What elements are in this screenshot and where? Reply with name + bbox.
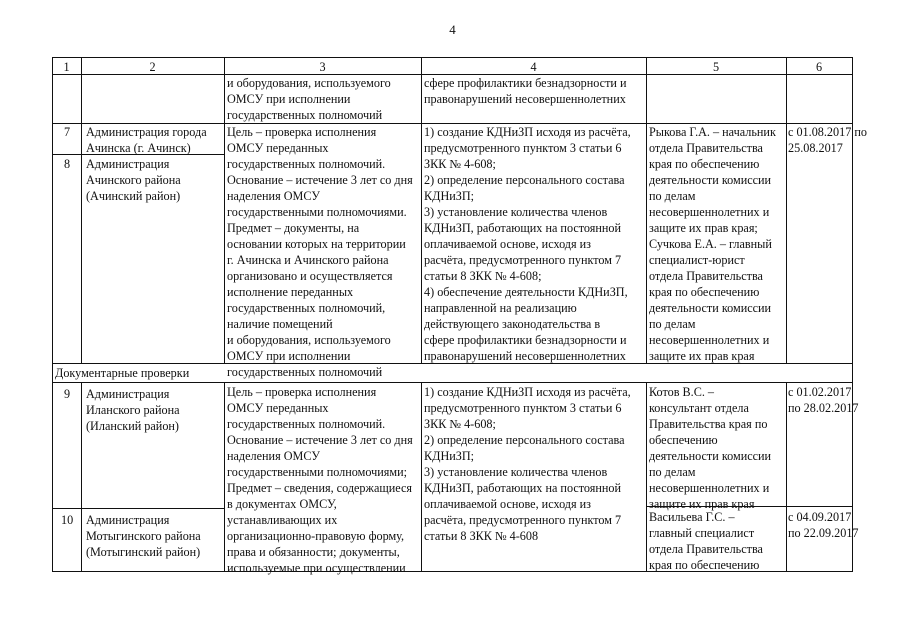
cell-inspectors: Рыкова Г.А. – начальник отдела Правительства края по обеспечению деятельности комиссии по делам несовершеннолетних и защите их прав края; Сучкова Е.А. – главный специалист-юрист отдела Правительства края по обеспечению деятельности комиссии по делам несовершеннолетних и защите их прав края [649,125,776,363]
cell-organization: Администрация города Ачинска (г. Ачинск) [86,125,207,155]
cell-organization: Администрация Мотыгинского района (Мотыгинский район) [86,513,201,559]
column-header: 2 [149,60,156,74]
rule [421,382,422,572]
rule [646,57,647,364]
row-number: 10 [61,513,74,527]
cell-period: с 04.09.2017 по 22.09.2017 [788,510,859,540]
cell-inspectors: Васильева Г.С. – главный специалист отдела Правительства края по обеспечению [649,510,763,572]
rule [786,382,787,572]
column-header: 6 [815,60,823,74]
column-header: 4 [530,60,537,74]
rule [224,57,225,364]
rule [646,382,647,572]
cell-organization: Администрация Ачинского района (Ачинский район) [86,157,181,203]
cell-tasks-continued: сфере профилактики безнадзорности и правонарушений несовершеннолетних [424,76,627,106]
inspection-table [52,57,867,575]
section-title: Документарные проверки [55,366,190,380]
cell-goal: Цель – проверка исполнения ОМСУ переданных государственных полномочий. Основание – истечение 3 лет со дня наделения ОМСУ государственными полномочиями. Предмет – документы, на основании которых на территории г. Ачинска и Ачинского района организовано и осуществляется исполнение переданных государственных полномочий, наличие помещений и оборудования, используемого ОМСУ при исполнении государственных полномочий [227,125,413,379]
cell-inspectors: Котов В.С. – консультант отдела Правительства края по обеспечению деятельности комиссии по делам несовершеннолетних и защите их прав края [649,385,772,511]
rule [52,382,853,383]
cell-tasks: 1) создание КДНиЗП исходя из расчёта, предусмотренного пунктом 3 статьи 6 ЗКК № 4-608; 2) определение персонального состава КДНиЗП; 3) установление количества членов КДНиЗП, работающих на постоянной оплачиваемой основе, исходя из расчёта, предусмотренного пунктом 7 статьи 8 ЗКК № 4-608 [424,385,631,543]
cell-goal-continued: и оборудования, используемого ОМСУ при исполнении государственных полномочий [227,76,391,122]
column-header: 3 [319,60,326,74]
rule [81,57,82,364]
rule [52,57,853,58]
rule [52,508,224,509]
row-number: 8 [64,157,71,171]
rule [421,57,422,364]
cell-period: с 01.08.2017 по 25.08.2017 [788,125,867,155]
rule [52,57,53,572]
cell-period: с 01.02.2017 по 28.02.2017 [788,385,859,415]
rule [81,382,82,572]
rule [224,382,225,572]
row-number: 9 [64,387,71,401]
row-number: 7 [64,125,71,139]
cell-organization: Администрация Иланского района (Иланский район) [86,387,180,433]
rule [786,57,787,364]
column-header: 1 [63,60,70,74]
cell-tasks: 1) создание КДНиЗП исходя из расчёта, предусмотренного пунктом 3 статьи 6 ЗКК № 4-608; 2) определение персонального состава КДНиЗП; 3) установление количества членов КДНиЗП, работающих на постоянной оплачиваемой основе, исходя из расчёта, предусмотренного пунктом 7 статьи 8 ЗКК № 4-608; 4) обеспечение деятельности КДНиЗП, направленной на реализацию действующего законодательства в сфере профилактики безнадзорности и правонарушений несовершеннолетних [424,125,631,363]
column-header: 5 [712,60,720,74]
page-number: 4 [449,22,456,37]
cell-goal: Цель – проверка исполнения ОМСУ переданных государственных полномочий. Основание – истечение 3 лет со дня наделения ОМСУ государственными полномочиями; Предмет – сведения, содержащиеся в документах ОМСУ, устанавливающих их организационно-правовую форму, права и обязанности; документы, используемые при осуществлении [227,385,413,575]
